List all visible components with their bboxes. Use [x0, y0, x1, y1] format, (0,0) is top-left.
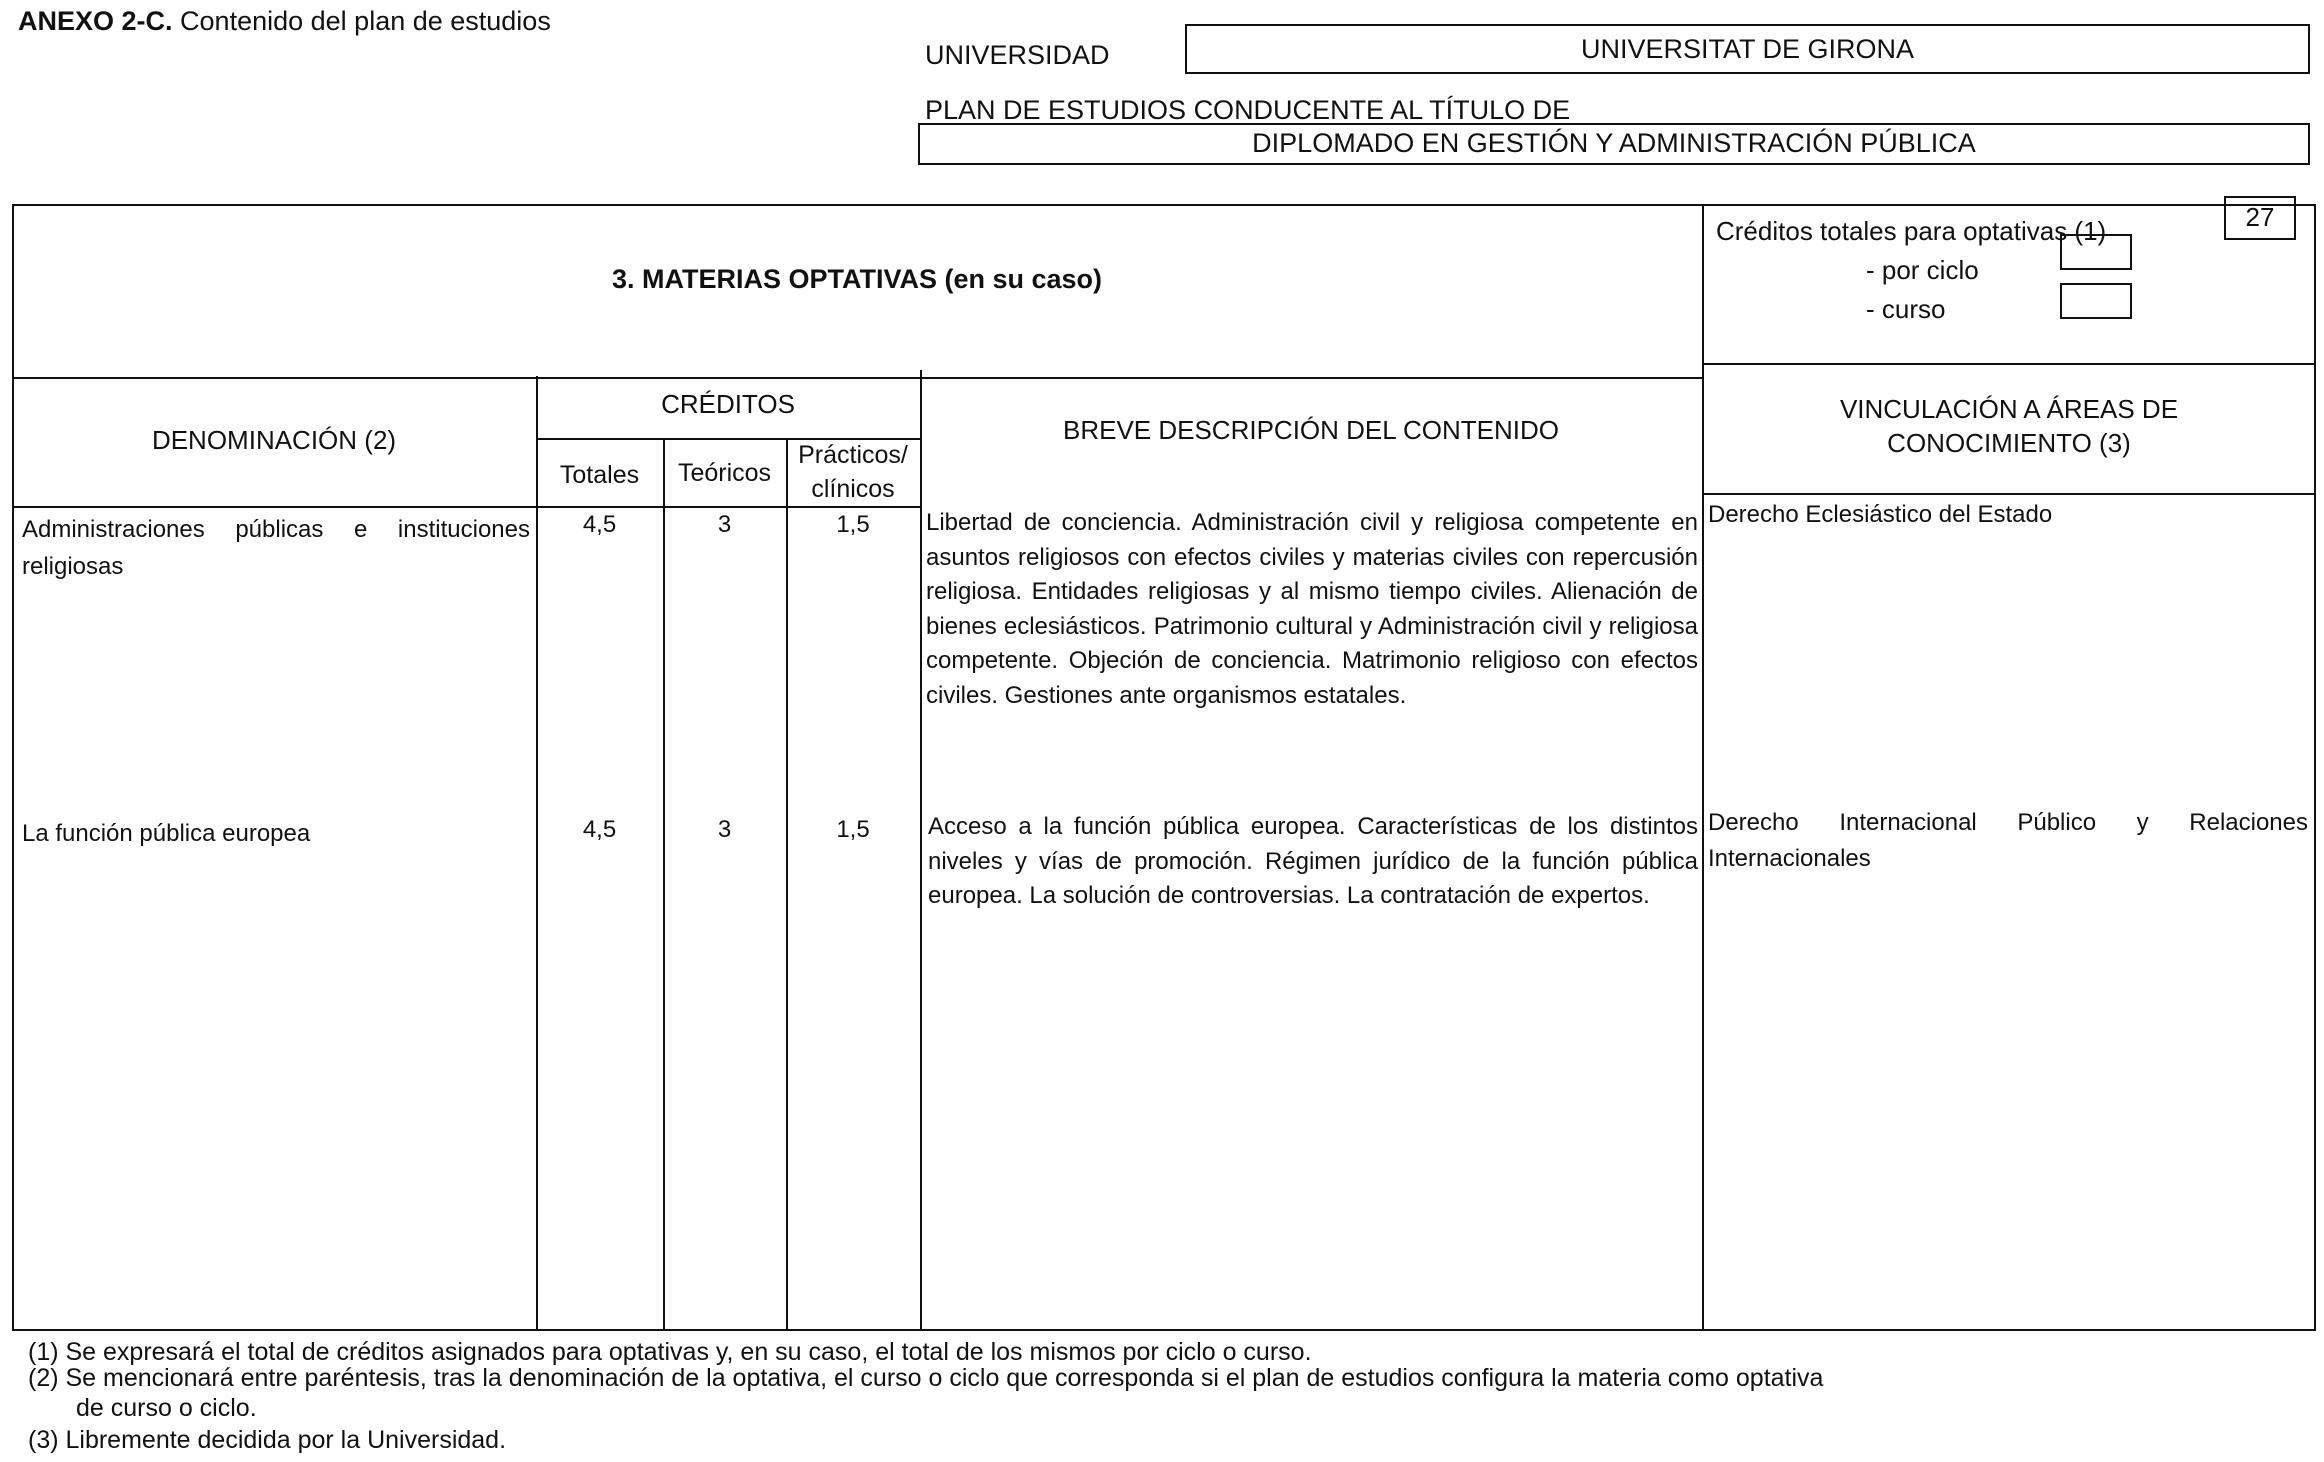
- col-header-totales: Totales: [559, 461, 640, 489]
- annex-title: Contenido del plan de estudios: [180, 6, 551, 36]
- col-divider-teoricos: [786, 438, 788, 1331]
- plan-label: PLAN DE ESTUDIOS CONDUCENTE AL TÍTULO DE: [925, 95, 1571, 125]
- col-header-teoricos: Teóricos: [677, 459, 772, 487]
- footnote-3: (3) Libremente decidida por la Universidad.: [28, 1426, 507, 1454]
- table-row-2-totales: 4,5: [582, 816, 617, 843]
- degree-value: DIPLOMADO EN GESTIÓN Y ADMINISTRACIÓN PÚBLICA: [1252, 128, 1976, 158]
- credits-total-box: [2224, 196, 2296, 240]
- section-title: [12, 264, 1702, 295]
- footnote-2-continued: de curso o ciclo.: [76, 1394, 257, 1422]
- table-row-2-name: La función pública europea: [22, 820, 311, 847]
- table-row-1-name: Administraciones públicas e instituciones religiosas: [22, 516, 530, 580]
- col-divider-description: [1702, 204, 1704, 1331]
- table-row-2-teoricos: 3: [717, 816, 732, 843]
- footnote-1: (1) Se expresará el total de créditos asignados para optativas y, en su caso, el total de los mismos por ciclo o curso.: [28, 1338, 1312, 1366]
- table-row-1-description: Libertad de conciencia. Administración civil y religiosa competente en asuntos religiosos con efectos civiles y materias civiles con repercusión religiosa. Entidades religiosas y al mismo tiempo civiles. Alienación de bienes eclesiásticos. Patrimonio cultural y Administración civil y religiosa competente. Objeción de conciencia. Matrimonio religioso con efectos civiles. Gestiones ante organismos estatales.: [926, 509, 1698, 709]
- col-header-vinculacion-2: CONOCIMIENTO (3): [1887, 428, 2131, 458]
- creditos-subheader-line: [536, 438, 920, 440]
- university-value: UNIVERSITAT DE GIRONA: [1580, 34, 1915, 64]
- table-row-1-teoricos: 3: [717, 511, 732, 538]
- por-ciclo-box[interactable]: [2060, 234, 2132, 270]
- university-field: [1185, 24, 2310, 74]
- col-header-creditos: CRÉDITOS: [661, 389, 795, 419]
- credits-total-value: 27: [2245, 202, 2275, 232]
- annex-code: ANEXO 2-C.: [18, 6, 173, 36]
- annex-heading: [18, 6, 551, 37]
- col-header-denominacion: DENOMINACIÓN (2): [151, 425, 397, 455]
- section-title-main: 3. MATERIAS OPTATIVAS: [611, 264, 937, 294]
- table-row-1-totales: 4,5: [582, 511, 617, 538]
- col-divider-totales: [663, 438, 665, 1331]
- table-row-2-description: Acceso a la función pública europea. Características de los distintos niveles y vías de promoción. Régimen jurídico de la función pública europea. La solución de controversias. La contratación de expertos.: [928, 813, 1698, 909]
- header-bottom-line: [12, 506, 920, 508]
- section-title-suffix: (en su caso): [944, 264, 1103, 294]
- curso-label: - curso: [1866, 294, 1946, 324]
- title-row-divider-left: [12, 377, 1704, 379]
- col-divider-practicos: [920, 370, 922, 1331]
- table-row-2-area: Derecho Internacional Público y Relaciones Internacionales: [1708, 809, 2308, 872]
- footnote-2: (2) Se mencionará entre paréntesis, tras la denominación de la optativa, el curso o ciclo que corresponda si el plan de estudios configura la materia como optativa: [28, 1364, 1824, 1392]
- por-ciclo-label: - por ciclo: [1866, 255, 1979, 285]
- optativas-table: [12, 204, 2316, 1331]
- col-header-descripcion: BREVE DESCRIPCIÓN DEL CONTENIDO: [1062, 415, 1559, 445]
- table-row-2-practicos: 1,5: [836, 816, 870, 843]
- col-header-clinicos: clínicos: [811, 475, 895, 503]
- col-header-vinculacion-1: VINCULACIÓN A ÁREAS DE: [1839, 394, 2179, 424]
- table-row-1-practicos: 1,5: [836, 511, 870, 538]
- degree-field: [918, 123, 2310, 165]
- header-bottom-line-right: [1702, 493, 2316, 495]
- university-label: UNIVERSIDAD: [925, 40, 1110, 70]
- col-header-practicos: Prácticos/: [798, 441, 908, 469]
- credits-total-label: Créditos totales para optativas (1): [1716, 216, 2107, 246]
- curso-box[interactable]: [2060, 283, 2132, 319]
- table-row-1-area: Derecho Eclesiástico del Estado: [1708, 501, 2053, 528]
- title-row-divider-right: [1702, 363, 2316, 365]
